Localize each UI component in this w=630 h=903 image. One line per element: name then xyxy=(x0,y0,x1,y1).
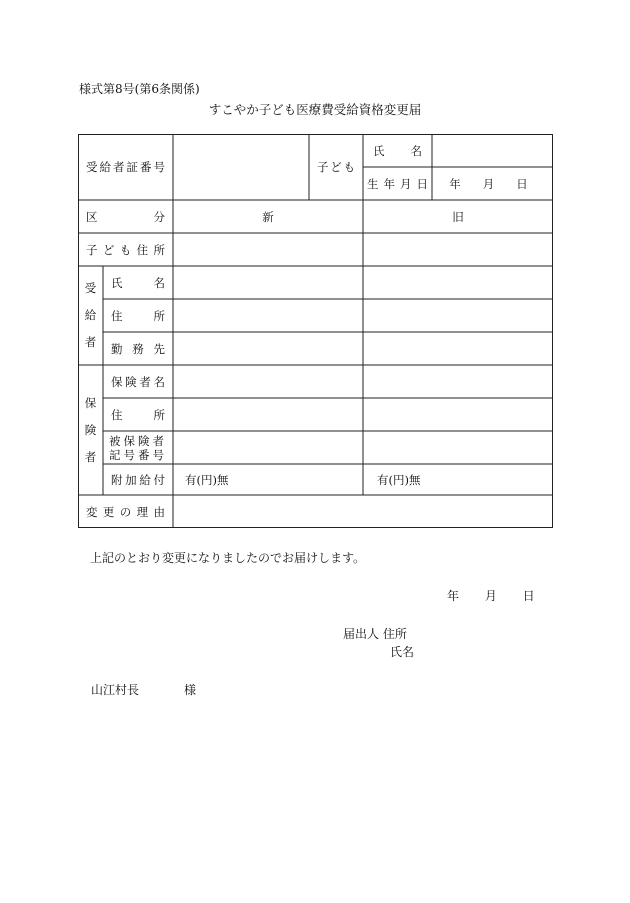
recipient-address-label: 住 所 xyxy=(111,308,165,323)
insured-symbol-number-new-field[interactable] xyxy=(173,431,363,464)
submission-date[interactable]: 年 月 日 xyxy=(447,589,535,603)
insured-symbol-number-line-2: 記号番号 xyxy=(109,447,167,462)
child-address-old-field[interactable] xyxy=(363,233,553,266)
form-title: すこやか子ども医療費受給資格変更届 xyxy=(208,102,422,117)
insurer-name-label: 保 険 者 名 xyxy=(111,374,165,389)
old-column-header: 旧 xyxy=(452,209,464,224)
birth-date-field[interactable]: 年月日 xyxy=(449,176,550,191)
statement-text: 上記のとおり変更になりましたのでお届けします。 xyxy=(90,551,366,565)
child-label: 子 ど も xyxy=(317,160,355,174)
addressee: 山江村長 xyxy=(91,683,140,697)
child-address-label: 子 ど も 住 所 xyxy=(86,242,165,257)
insurer-address-label: 住 所 xyxy=(111,407,165,422)
form-number: 様式第8号(第6条関係) xyxy=(79,82,200,96)
additional-benefit-old-field[interactable]: 有(円)無 xyxy=(377,472,421,487)
child-name-field[interactable] xyxy=(432,134,553,167)
workplace-new-field[interactable] xyxy=(173,332,363,365)
recipient-address-new-field[interactable] xyxy=(173,299,363,332)
workplace-old-field[interactable] xyxy=(363,332,553,365)
recipient-name-new-field[interactable] xyxy=(173,266,363,299)
insurer-name-old-field[interactable] xyxy=(363,365,553,398)
child-name-label: 氏 名 xyxy=(373,143,422,158)
honorific: 様 xyxy=(184,683,197,697)
additional-benefit-new-field[interactable]: 有(円)無 xyxy=(185,472,229,487)
recipient-address-old-field[interactable] xyxy=(363,299,553,332)
insurer-name-new-field[interactable] xyxy=(173,365,363,398)
workplace-label: 勤 務 先 xyxy=(111,341,165,356)
applicant-address-label: 届出人 住所 xyxy=(343,627,407,641)
insured-symbol-number-label xyxy=(103,431,173,464)
insured-symbol-number-line-1: 被保険者 xyxy=(109,433,167,448)
insurer-address-new-field[interactable] xyxy=(173,398,363,431)
change-reason-label: 変 更 の 理 由 xyxy=(86,504,165,519)
recipient-group-label: 受 給 者 xyxy=(84,281,97,349)
insured-symbol-number-old-field[interactable] xyxy=(363,431,553,464)
child-address-new-field[interactable] xyxy=(173,233,363,266)
change-notification-table xyxy=(78,134,553,528)
insurer-address-old-field[interactable] xyxy=(363,398,553,431)
additional-benefit-label: 附 加 給 付 xyxy=(111,472,165,487)
recipient-cert-number-label: 受 給 者 証 番 号 xyxy=(86,160,165,174)
change-reason-field[interactable] xyxy=(173,495,553,528)
recipient-name-label: 氏 名 xyxy=(111,275,165,290)
recipient-cert-number-field[interactable] xyxy=(173,134,309,200)
insurer-group-label: 保 険 者 xyxy=(84,395,97,464)
recipient-name-old-field[interactable] xyxy=(363,266,553,299)
category-label: 区 分 xyxy=(86,209,165,224)
applicant-name-label: 氏名 xyxy=(390,645,415,659)
birth-date-label: 生 年 月 日 xyxy=(367,176,428,191)
new-column-header: 新 xyxy=(262,209,274,224)
